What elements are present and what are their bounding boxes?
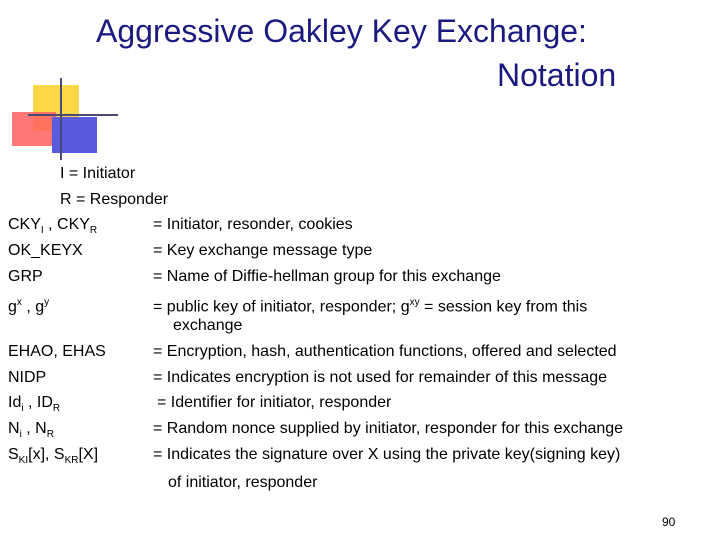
notation-definition: = Encryption, hash, authentication functions, offered and selected [153,343,617,360]
notation-definition: exchange [173,317,243,334]
notation-term: GRP [8,268,43,285]
red-square [12,112,56,146]
notation-definition: = Key exchange message type [153,242,373,259]
blue-square [52,117,97,153]
title-line-2: Notation [497,57,617,93]
notation-definition: of initiator, responder [168,474,318,491]
notation-term: $CKY_I$ , $CKY_R$ [8,216,98,237]
notation-term: $S_{KI}[x]$, $S_{KR}[X]$ [8,446,99,467]
notation-definition: = Initiator, resonder, cookies [153,216,353,233]
notation-definition: = Indicates encryption is not used for remainder of this message [153,369,608,386]
notation-definition: = Indicates the signature over X using the private key(signing key) [153,446,621,463]
page-number: 90 [662,515,676,529]
notation-definition: = Name of Diffie-hellman group for this exchange [153,268,501,285]
notation-definition: = Random nonce supplied by initiator, responder for this exchange [153,420,624,437]
notation-term: $Id_i$ , $ID_R$ [8,394,61,415]
intro-line: R = Responder [60,191,169,208]
notation-term: NIDP [8,369,47,386]
intro-line: I = Initiator [60,165,136,182]
notation-definition: = public key of initiator, responder; $g^{xy}$ = session key from this [153,297,588,316]
notation-term: $g^x$ , $g^y$ [8,297,50,316]
title-line-1: Aggressive Oakley Key Exchange: [96,13,587,49]
notation-term: EHAO, EHAS [8,343,106,360]
notation-term: $N_i$ , $N_R$ [8,420,54,441]
notation-term: OK_KEYX [8,242,83,259]
notation-definition: = Identifier for initiator, responder [157,394,392,411]
